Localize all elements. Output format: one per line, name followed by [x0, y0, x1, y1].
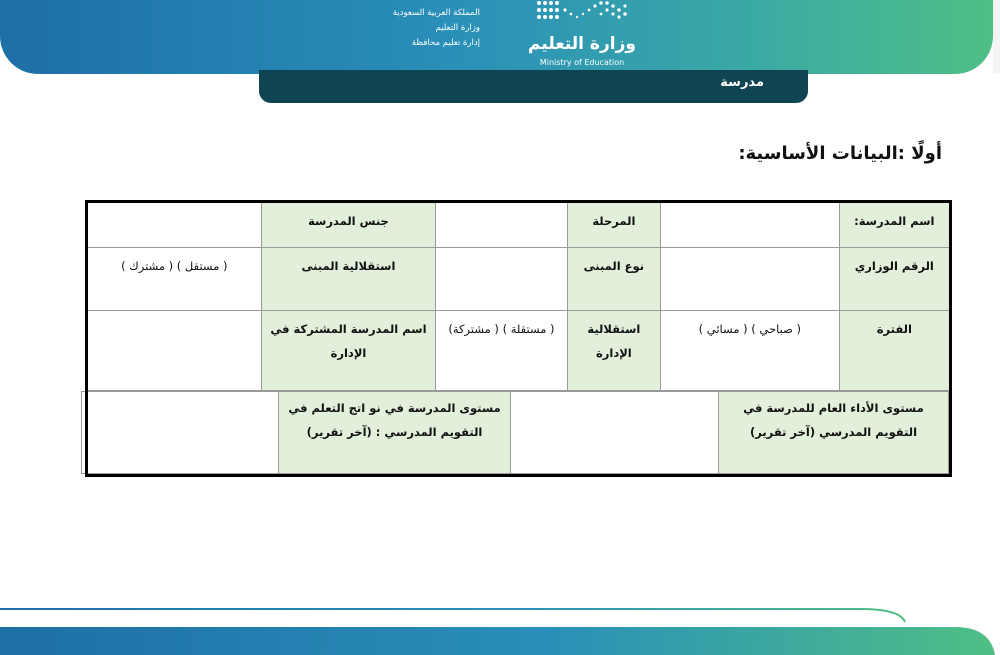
table-row — [87, 391, 951, 476]
section-title: أولًا :البيانات الأساسية: — [738, 143, 942, 164]
ministry-text-block — [360, 6, 480, 51]
school-name-tab — [259, 70, 808, 103]
directorate-line: إدارة تعليم محافظة — [411, 38, 480, 48]
learning-outcomes-label: مستوى المدرسة في نو اتج التعلم في التقويم المدرسي : (آخر تقرير) — [279, 392, 511, 474]
ministry-number-value[interactable] — [661, 248, 840, 311]
building-type-value[interactable] — [436, 248, 567, 311]
stage-value[interactable] — [436, 202, 567, 248]
period-value[interactable]: ( صباحي ) ( مسائي ) — [661, 311, 840, 391]
overall-performance-label: مستوى الأداء العام للمدرسة في التقويم المدرسي (آخر تقرير) — [719, 392, 949, 474]
kingdom-line: المملكة العربية السعودية — [392, 8, 480, 18]
stage-label: المرحلة — [567, 202, 660, 248]
ministry-number-label: الرقم الوزاري — [839, 248, 950, 311]
table-row — [87, 202, 951, 248]
school-name-value[interactable] — [661, 202, 840, 248]
table-row — [87, 311, 951, 391]
header-edge — [993, 0, 1000, 74]
table-row — [87, 248, 951, 311]
gender-value[interactable] — [87, 202, 262, 248]
ministry-line: وزارة التعليم — [435, 23, 480, 33]
school-label: مدرسة — [720, 75, 764, 90]
performance-subtable — [81, 391, 949, 474]
basic-data-table — [85, 200, 952, 477]
overall-performance-value[interactable] — [511, 392, 719, 474]
school-name-label: اسم المدرسة: — [839, 202, 950, 248]
shared-school-value[interactable] — [87, 311, 262, 391]
building-independence-value[interactable]: ( مستقل ) ( مشترك ) — [87, 248, 262, 311]
gender-label: جنس المدرسة — [261, 202, 436, 248]
shared-school-label: اسم المدرسة المشتركة في الإدارة — [261, 311, 436, 391]
header-banner — [0, 0, 993, 74]
period-label: الفترة — [839, 311, 950, 391]
ministry-logo-icon — [533, 0, 633, 24]
building-independence-label: استقلالية المبنى — [261, 248, 436, 311]
logo-english-text: Ministry of Education — [539, 58, 625, 67]
admin-independence-value[interactable]: ( مستقلة ) ( مشتركة) — [436, 311, 567, 391]
logo-arabic-text: وزارة التعليم — [528, 34, 636, 54]
learning-outcomes-value[interactable] — [82, 392, 279, 474]
building-type-label: نوع المبنى — [567, 248, 660, 311]
footer-decoration — [0, 592, 1000, 655]
admin-independence-label: استقلالية الإدارة — [567, 311, 660, 391]
